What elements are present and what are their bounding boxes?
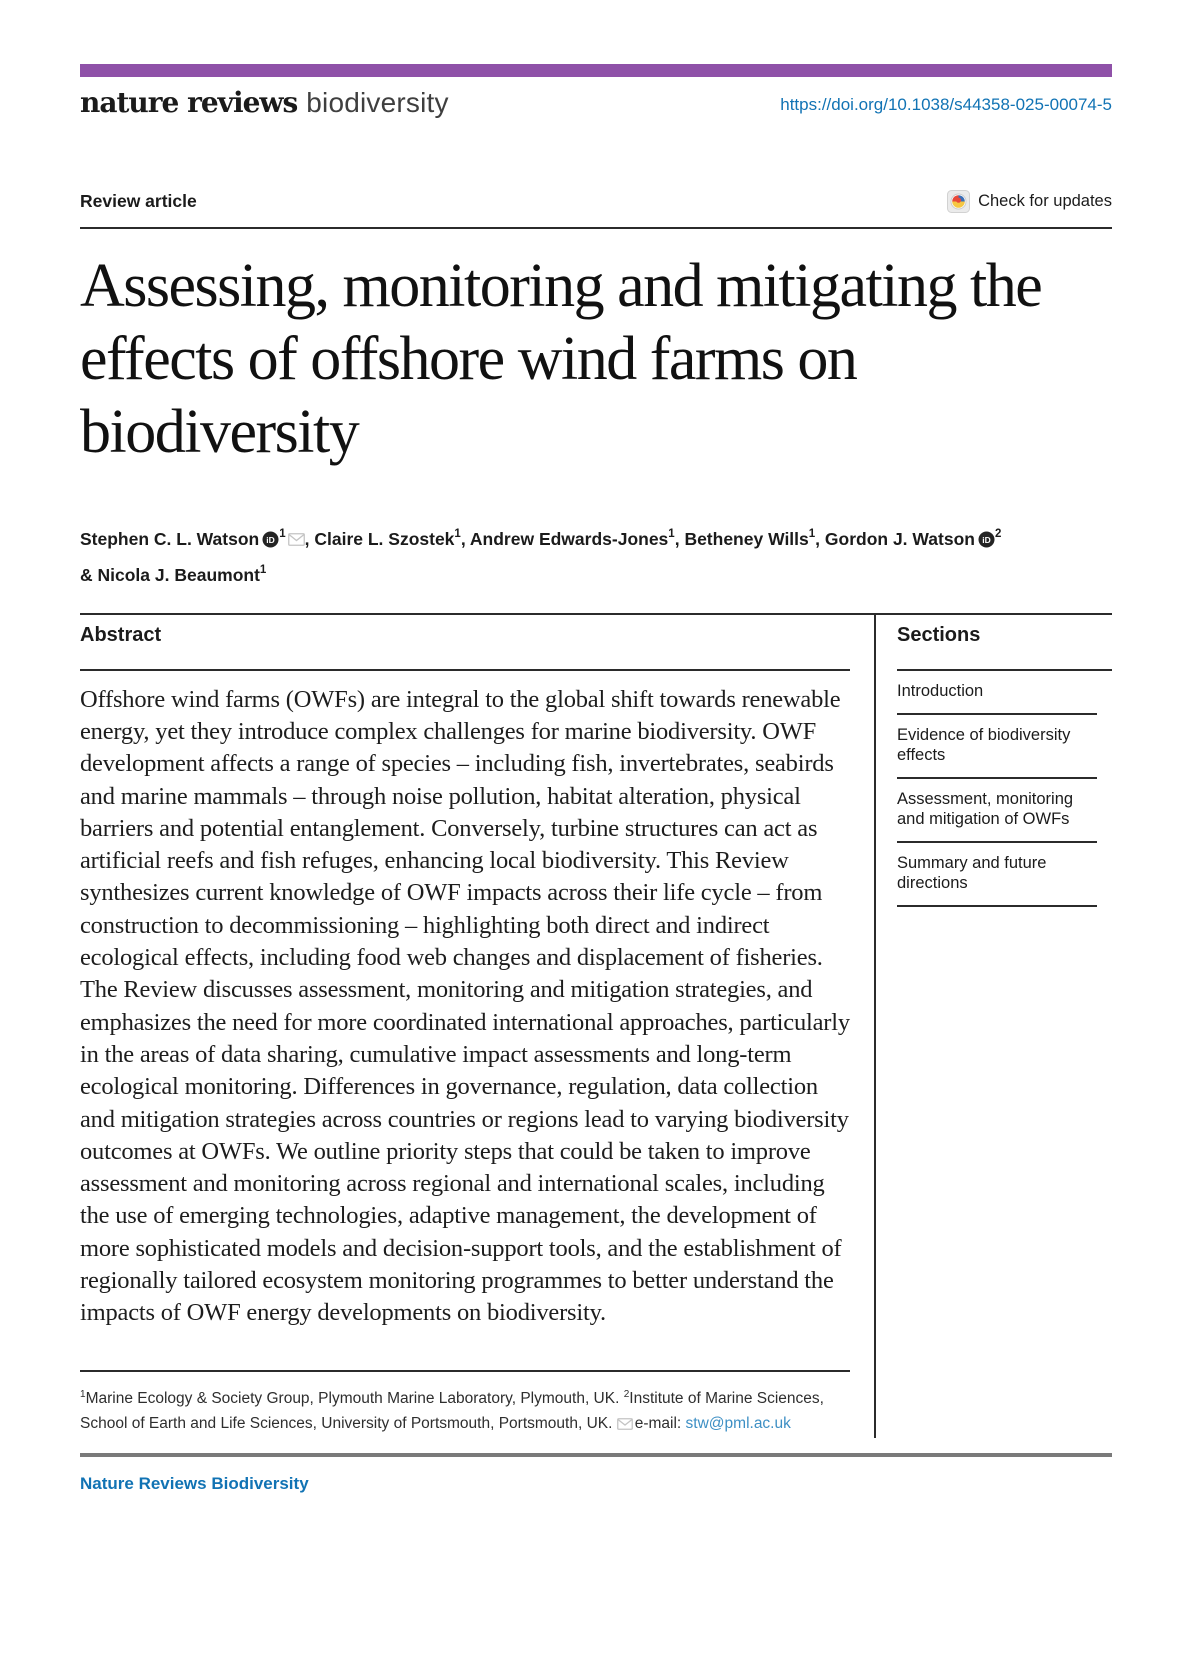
crossmark-icon xyxy=(947,190,970,213)
affiliations-footnote xyxy=(80,1382,850,1438)
svg-text:iD: iD xyxy=(982,534,991,545)
sidebar-item-evidence-of-biodiversity-effects[interactable]: Evidence of biodiversity effects xyxy=(897,715,1097,779)
author-separator: , xyxy=(674,528,685,549)
author-separator: , xyxy=(815,528,825,549)
author-affiliation-sup: 1 xyxy=(454,528,461,540)
author-affiliation-sup: 1 xyxy=(808,528,816,540)
author-name[interactable]: Stephen C. L. Watson xyxy=(80,528,260,549)
check-for-updates-label: Check for updates xyxy=(978,192,1112,210)
author-name[interactable]: Gordon J. Watson xyxy=(824,528,975,549)
email-link[interactable]: stw@pml.ac.uk xyxy=(685,1414,791,1432)
content-columns xyxy=(80,615,1112,1438)
author-name[interactable]: Claire L. Szostek xyxy=(314,528,455,549)
author-separator: , xyxy=(304,528,315,549)
masthead xyxy=(80,86,1112,119)
journal-logo xyxy=(80,86,449,119)
journal-logo-biodiversity: biodiversity xyxy=(306,87,449,118)
author-name[interactable]: & Nicola J. Beaumont xyxy=(80,564,260,585)
abstract-heading-divider xyxy=(80,669,850,671)
author-name[interactable]: Andrew Edwards-Jones xyxy=(469,528,669,549)
footer-divider xyxy=(80,1453,1112,1457)
author-affiliation-sup: 1 xyxy=(668,528,675,540)
header-divider xyxy=(80,227,1112,229)
author-affiliation-sup: 1 xyxy=(259,563,267,576)
article-title: Assessing, monitoring and mitigating the effects of offshore wind farms on biodiversity xyxy=(80,252,1042,466)
orcid-icon[interactable] xyxy=(262,528,279,557)
sections-sidebar xyxy=(874,615,1112,1438)
article-type-row xyxy=(80,190,1112,213)
article-type-label: Review article xyxy=(80,191,197,211)
affiliation-text: Institute of Marine Sciences, School of Earth and Life Sciences, University of Portsmouth, Portsmouth, UK. xyxy=(80,1389,824,1432)
orcid-icon[interactable] xyxy=(978,528,995,557)
journal-logo-nature-reviews: nature reviews xyxy=(80,86,298,119)
check-for-updates-button[interactable] xyxy=(947,190,1112,213)
abstract-heading: Abstract xyxy=(80,623,162,646)
email-envelope-icon xyxy=(617,1413,633,1438)
sections-heading: Sections xyxy=(897,623,981,646)
sidebar-item-assessment-monitoring-mitigation[interactable]: Assessment, monitoring and mitigation of OWFs xyxy=(897,779,1097,843)
sidebar-item-introduction[interactable]: Introduction xyxy=(897,671,1097,715)
abstract-text: Offshore wind farms (OWFs) are integral to the global shift towards renewable energy, yet they introduce complex challenges for marine biodiversity. OWF development affects a range of species – including fish, invertebrates, seabirds and marine mammals – through noise pollution, habitat alteration, physical barriers and potential entanglement. Conversely, turbine structures can act as artificial reefs and fish refuges, enhancing local biodiversity. This Review synthesizes current knowledge of OWF impacts across their life cycle – from construction to decommissioning – highlighting both direct and indirect ecological effects, including food web changes and displacement of fisheries. The Review discusses assessment, monitoring and mitigation strategies, and emphasizes the need for more coordinated international approaches, particularly in the areas of data sharing, cumulative impact assessments and long-term ecological monitoring. Differences in governance, regulation, data collection and mitigation strategies across countries or regions lead to varying biodiversity outcomes at OWFs. We outline priority steps that could be taken to improve assessment and monitoring across regional and international scales, including the use of emerging technologies, adaptive management, the development of more sophisticated models and decision-support tools, and the establishment of regionally tailored ecosystem monitoring programmes to better understand the impacts of OWF energy developments on biodiversity. xyxy=(80,685,850,1327)
footnote-divider xyxy=(80,1370,850,1372)
author-affiliation-sup: 2 xyxy=(994,528,1002,540)
affiliation-sup: 1 xyxy=(80,1388,86,1400)
author-name[interactable]: Betheney Wills xyxy=(684,528,809,549)
author-list xyxy=(80,521,1080,590)
article-page xyxy=(0,64,1200,1494)
abstract-column xyxy=(80,615,850,1438)
brand-color-bar xyxy=(80,64,1112,77)
footer-journal-name: Nature Reviews Biodiversity xyxy=(80,1473,309,1493)
author-affiliation-sup: 1 xyxy=(279,528,286,540)
email-label: e-mail: xyxy=(634,1414,686,1432)
sidebar-item-summary-future-directions[interactable]: Summary and future directions xyxy=(897,843,1097,907)
doi-link[interactable]: https://doi.org/10.1038/s44358-025-00074-5 xyxy=(780,95,1112,114)
svg-text:iD: iD xyxy=(266,534,275,545)
email-envelope-icon[interactable] xyxy=(288,526,305,555)
author-separator: , xyxy=(460,528,470,549)
affiliation-text: Marine Ecology & Society Group, Plymouth Marine Laboratory, Plymouth, UK. xyxy=(85,1389,624,1407)
affiliation-sup: 2 xyxy=(623,1388,630,1400)
